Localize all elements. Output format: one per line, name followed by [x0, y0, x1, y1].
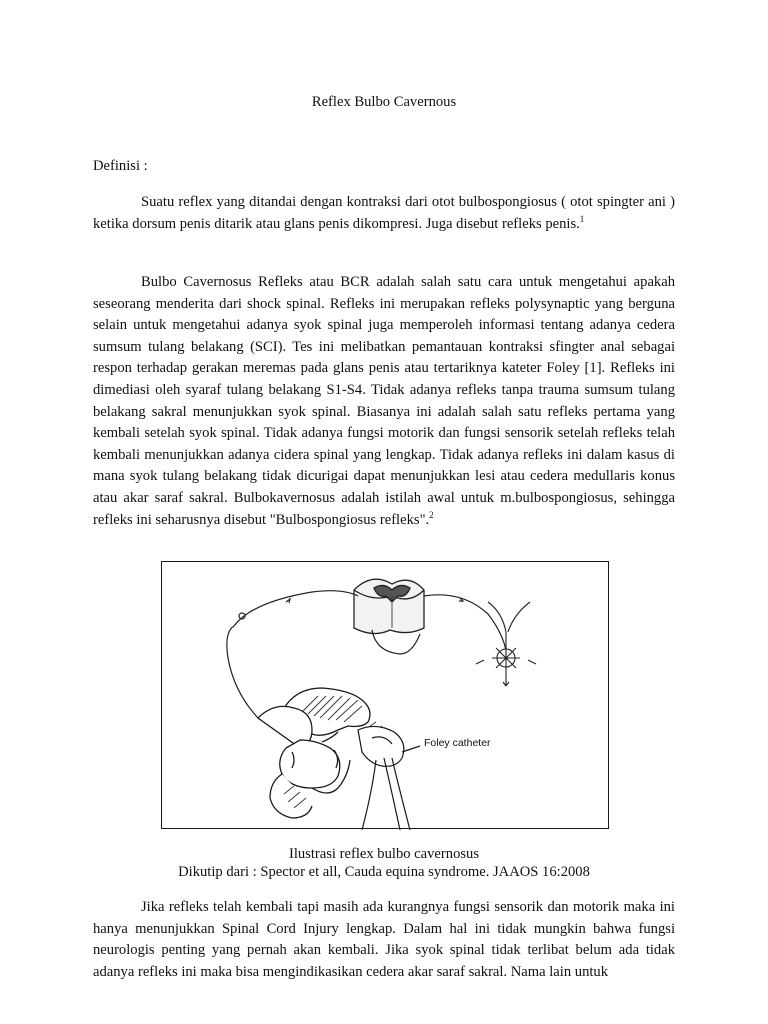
figure-caption-title: Ilustrasi reflex bulbo cavernosus: [288, 846, 480, 862]
paragraph-definition-text: Suatu reflex yang ditandai dengan kontraksi dari otot bulbospongiosus ( otot spingter ani ) ketika dorsum penis ditarik atau glans penis dikompresi. Juga disebut refleks penis.: [93, 194, 675, 232]
glans-drawing: [358, 726, 404, 766]
spinal-cord-segment: [354, 579, 424, 633]
footnote-marker-1: 1: [579, 213, 585, 224]
reflex-illustration-drawing: [162, 562, 610, 830]
paragraph-reflex-return-text: Jika refleks telah kembali tapi masih ada kurangnya fungsi sensorik dan motorik maka ini hanya menunjukkan Spinal Cord Injury lengkap. Dalam hal ini tidak mungkin bahwa fungsi neurologis penting yang pernah akan kembali. Jika syok spinal tidak terlibat belum ada tidak adanya refleks ini maka bisa mengindikasikan cedera akar saraf sakral. Nama lain untuk: [93, 899, 675, 980]
reflex-illustration-figure: [161, 561, 609, 829]
paragraph-bcr: [93, 272, 675, 531]
sphincter-diagram: [476, 602, 536, 686]
paragraph-bcr-text: Bulbo Cavernosus Refleks atau BCR adalah salah satu cara untuk mengetahui apakah seseorang menderita dari shock spinal. Refleks ini merupakan refleks polysynaptic yang berguna selain untuk mengetahui adanya syok spinal juga memperoleh informasi tentang adanya cedera sumsum tulang belakang (SCI). Tes ini melibatkan pemantauan kontraksi sfingter anal sebagai respon terhadap gerakan meremas pada glans penis atau tertariknya kateter Foley [1]. Refleks ini dimediasi oleh syaraf tulang belakang S1-S4. Tidak adanya refleks tanpa trauma sumsum tulang belakang sakral menunjukkan syok spinal. Biasanya ini adalah salah satu refleks pertama yang kembali setelah syok spinal. Tidak adanya fungsi motorik dan fungsi sensorik setelah refleks telah kembali menunjukkan adanya cidera spinal yang lengkap. Tidak adanya refleks ini dalam kasus di mana syok tulang belakang tidak dicurigai dapat menunjukkan lesi atau cedera medullaris konus atau akar saraf sakral. Bulbokavernosus adalah istilah awal untuk m.bulbospongiosus, sehingga refleks ini seharusnya disebut "Bulbospongiosus refleks".: [93, 274, 675, 528]
document-title: Reflex Bulbo Cavernous: [311, 94, 457, 110]
foley-catheter-label: Foley catheter: [424, 737, 491, 749]
figure-caption-source: Dikutip dari : Spector et all, Cauda equina syndrome. JAAOS 16:2008: [178, 864, 590, 880]
paragraph-reflex-return: [93, 897, 675, 983]
section-heading: Definisi :: [93, 158, 148, 174]
footnote-marker-2: 2: [429, 509, 434, 520]
paragraph-definition: [93, 192, 675, 235]
